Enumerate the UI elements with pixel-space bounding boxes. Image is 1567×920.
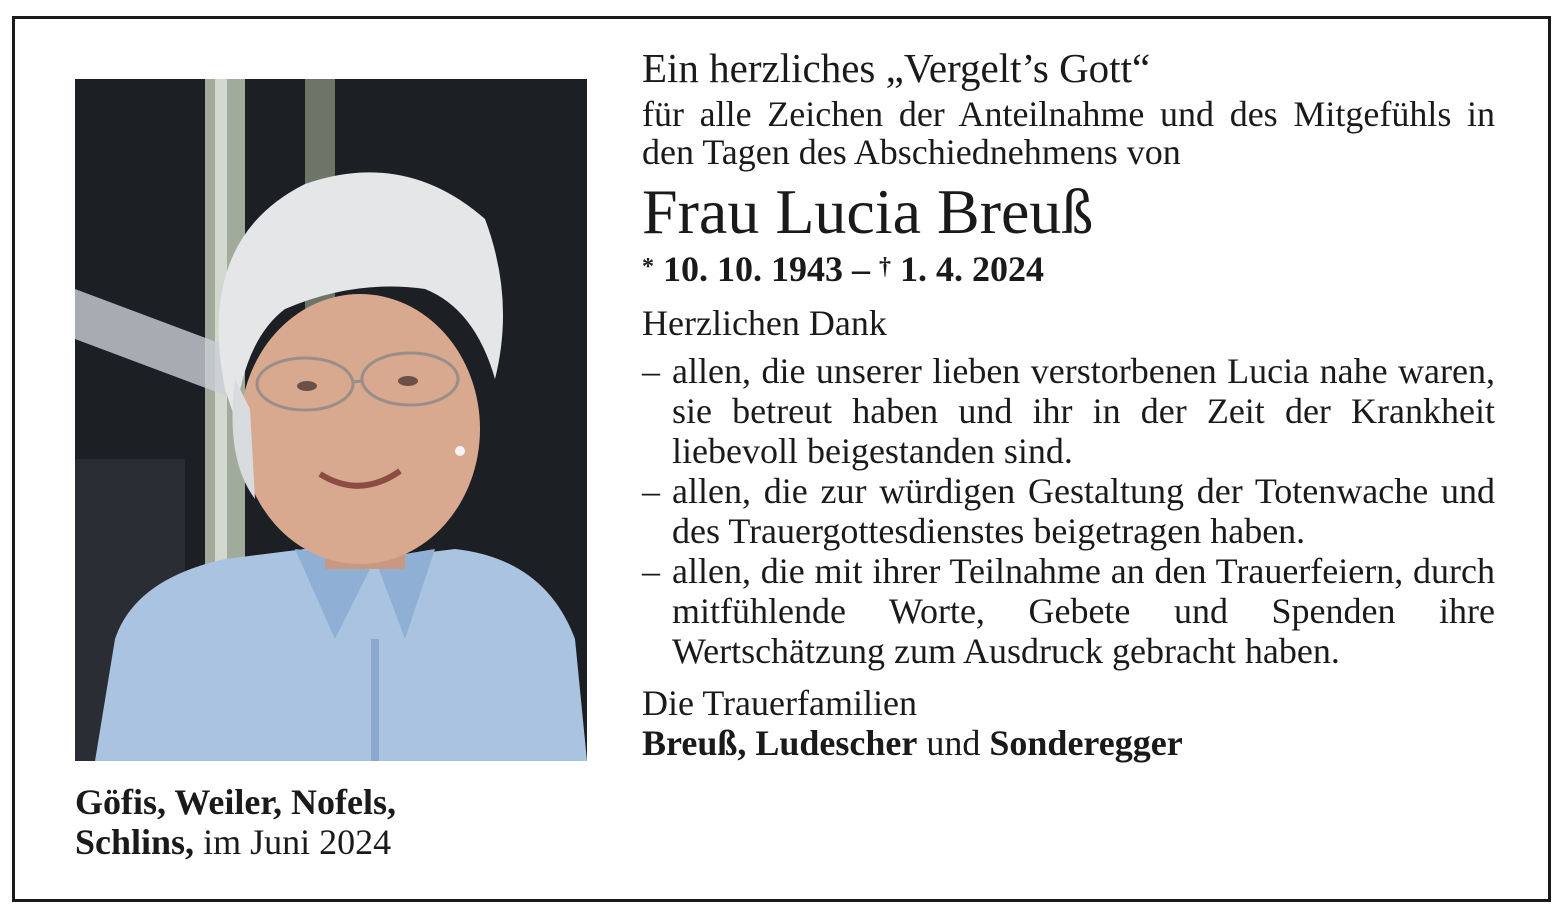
list-item-text: allen, die zur würdigen Gestaltung der Totenwache und des Trauergottesdienstes beigetragen haben. <box>672 471 1495 551</box>
bullet-dash: – <box>642 471 660 511</box>
thanks-heading: Herzlichen Dank <box>642 303 887 343</box>
birth-symbol: * <box>642 254 654 280</box>
birth-date: 10. 10. 1943 <box>663 249 843 289</box>
list-item-text: allen, die unserer lieben verstorbenen Lucia nahe waren, sie betreut haben und ihr in der Zeit der Krankheit liebevoll beigestanden sind. <box>672 351 1495 471</box>
text-column <box>642 43 1495 763</box>
list-item <box>642 551 1495 671</box>
deceased-name: Frau Lucia Breuß <box>642 176 1094 247</box>
bullet-dash: – <box>642 351 660 391</box>
obituary-card <box>12 16 1551 902</box>
list-item <box>642 471 1495 551</box>
intro-text: für alle Zeichen der Anteilnahme und des Mitgefühls in den Tagen des Abschiednehmens von <box>642 94 1495 172</box>
death-date: 1. 4. 2024 <box>900 249 1044 289</box>
caption-date: im Juni 2024 <box>203 822 392 862</box>
portrait-photo <box>75 79 587 761</box>
date-separator: – <box>852 249 870 289</box>
death-symbol: † <box>879 254 891 280</box>
heading: Ein herzliches „Vergelt’s Gott“ <box>642 45 1151 91</box>
bullet-dash: – <box>642 551 660 591</box>
list-item-text: allen, die mit ihrer Teilnahme an den Trauerfeiern, durch mitfühlende Worte, Gebete und Spenden ihre Wertschätzung zum Ausdruck gebracht haben. <box>672 551 1495 671</box>
signature-families <box>642 723 1495 763</box>
family-names-1: Breuß, Ludescher <box>642 723 918 763</box>
portrait-image <box>75 79 587 761</box>
caption-place-last: Schlins, <box>75 822 195 862</box>
life-dates <box>642 249 1495 289</box>
caption-places: Göfis, Weiler, Nofels, <box>75 782 396 822</box>
thanks-list <box>642 351 1495 671</box>
place-date-caption <box>75 782 595 862</box>
family-connector: und <box>926 723 981 763</box>
family-names-2: Sonderegger <box>989 723 1183 763</box>
list-item <box>642 351 1495 471</box>
signature-line: Die Trauerfamilien <box>642 683 917 723</box>
